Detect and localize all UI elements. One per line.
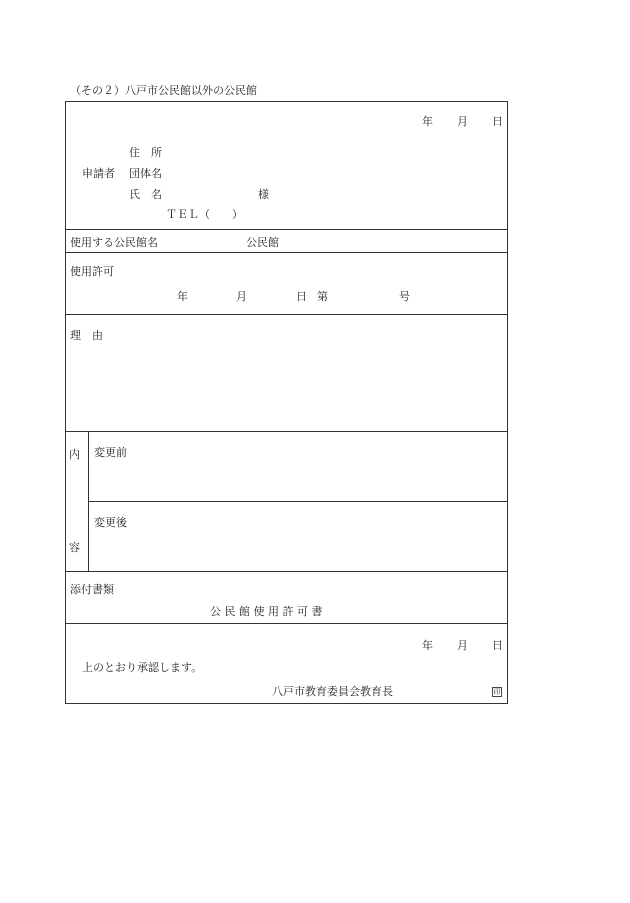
date-month: 月 [457,115,468,128]
approval-authority: 八戸市教育委員会教育長 [272,685,393,698]
approval-year: 年 [422,639,433,652]
name-label: 氏 名 [129,188,162,201]
attachments-label: 添付書類 [70,583,114,596]
reason-label: 理 由 [70,329,103,342]
divider [65,252,508,253]
divider [65,623,508,624]
approval-month: 月 [457,639,468,652]
sama-label: 様 [258,188,269,201]
seal-icon: 印 [493,688,501,696]
facility-suffix: 公民館 [246,236,279,249]
permit-year: 年 [177,290,188,303]
permit-day: 日 [296,290,307,303]
permit-dai: 第 [317,290,328,303]
permit-month: 月 [236,290,247,303]
facility-label: 使用する公民館名 [70,236,158,249]
form-title: （その２）八戸市公民館以外の公民館 [70,84,257,97]
permit-go: 号 [399,290,410,303]
content-column-divider [88,431,89,571]
applicant-label: 申請者 [82,167,115,180]
date-day: 日 [492,115,503,128]
group-label: 団体名 [129,167,162,180]
approval-day: 日 [492,639,503,652]
divider [65,229,508,230]
attachments-document: 公 民 館 使 用 許 可 書 [210,605,323,618]
content-label-bottom: 容 [69,541,80,554]
divider [65,314,508,315]
before-label: 変更前 [94,446,127,459]
address-label: 住 所 [129,146,162,159]
divider [88,501,508,502]
divider [65,571,508,572]
permit-label: 使用許可 [70,265,114,278]
approval-text: 上のとおり承認します。 [82,661,203,674]
divider [65,431,508,432]
content-label-top: 内 [69,448,80,461]
date-year: 年 [422,115,433,128]
tel-label: ＴＥＬ（ ） [166,208,243,221]
after-label: 変更後 [94,516,127,529]
